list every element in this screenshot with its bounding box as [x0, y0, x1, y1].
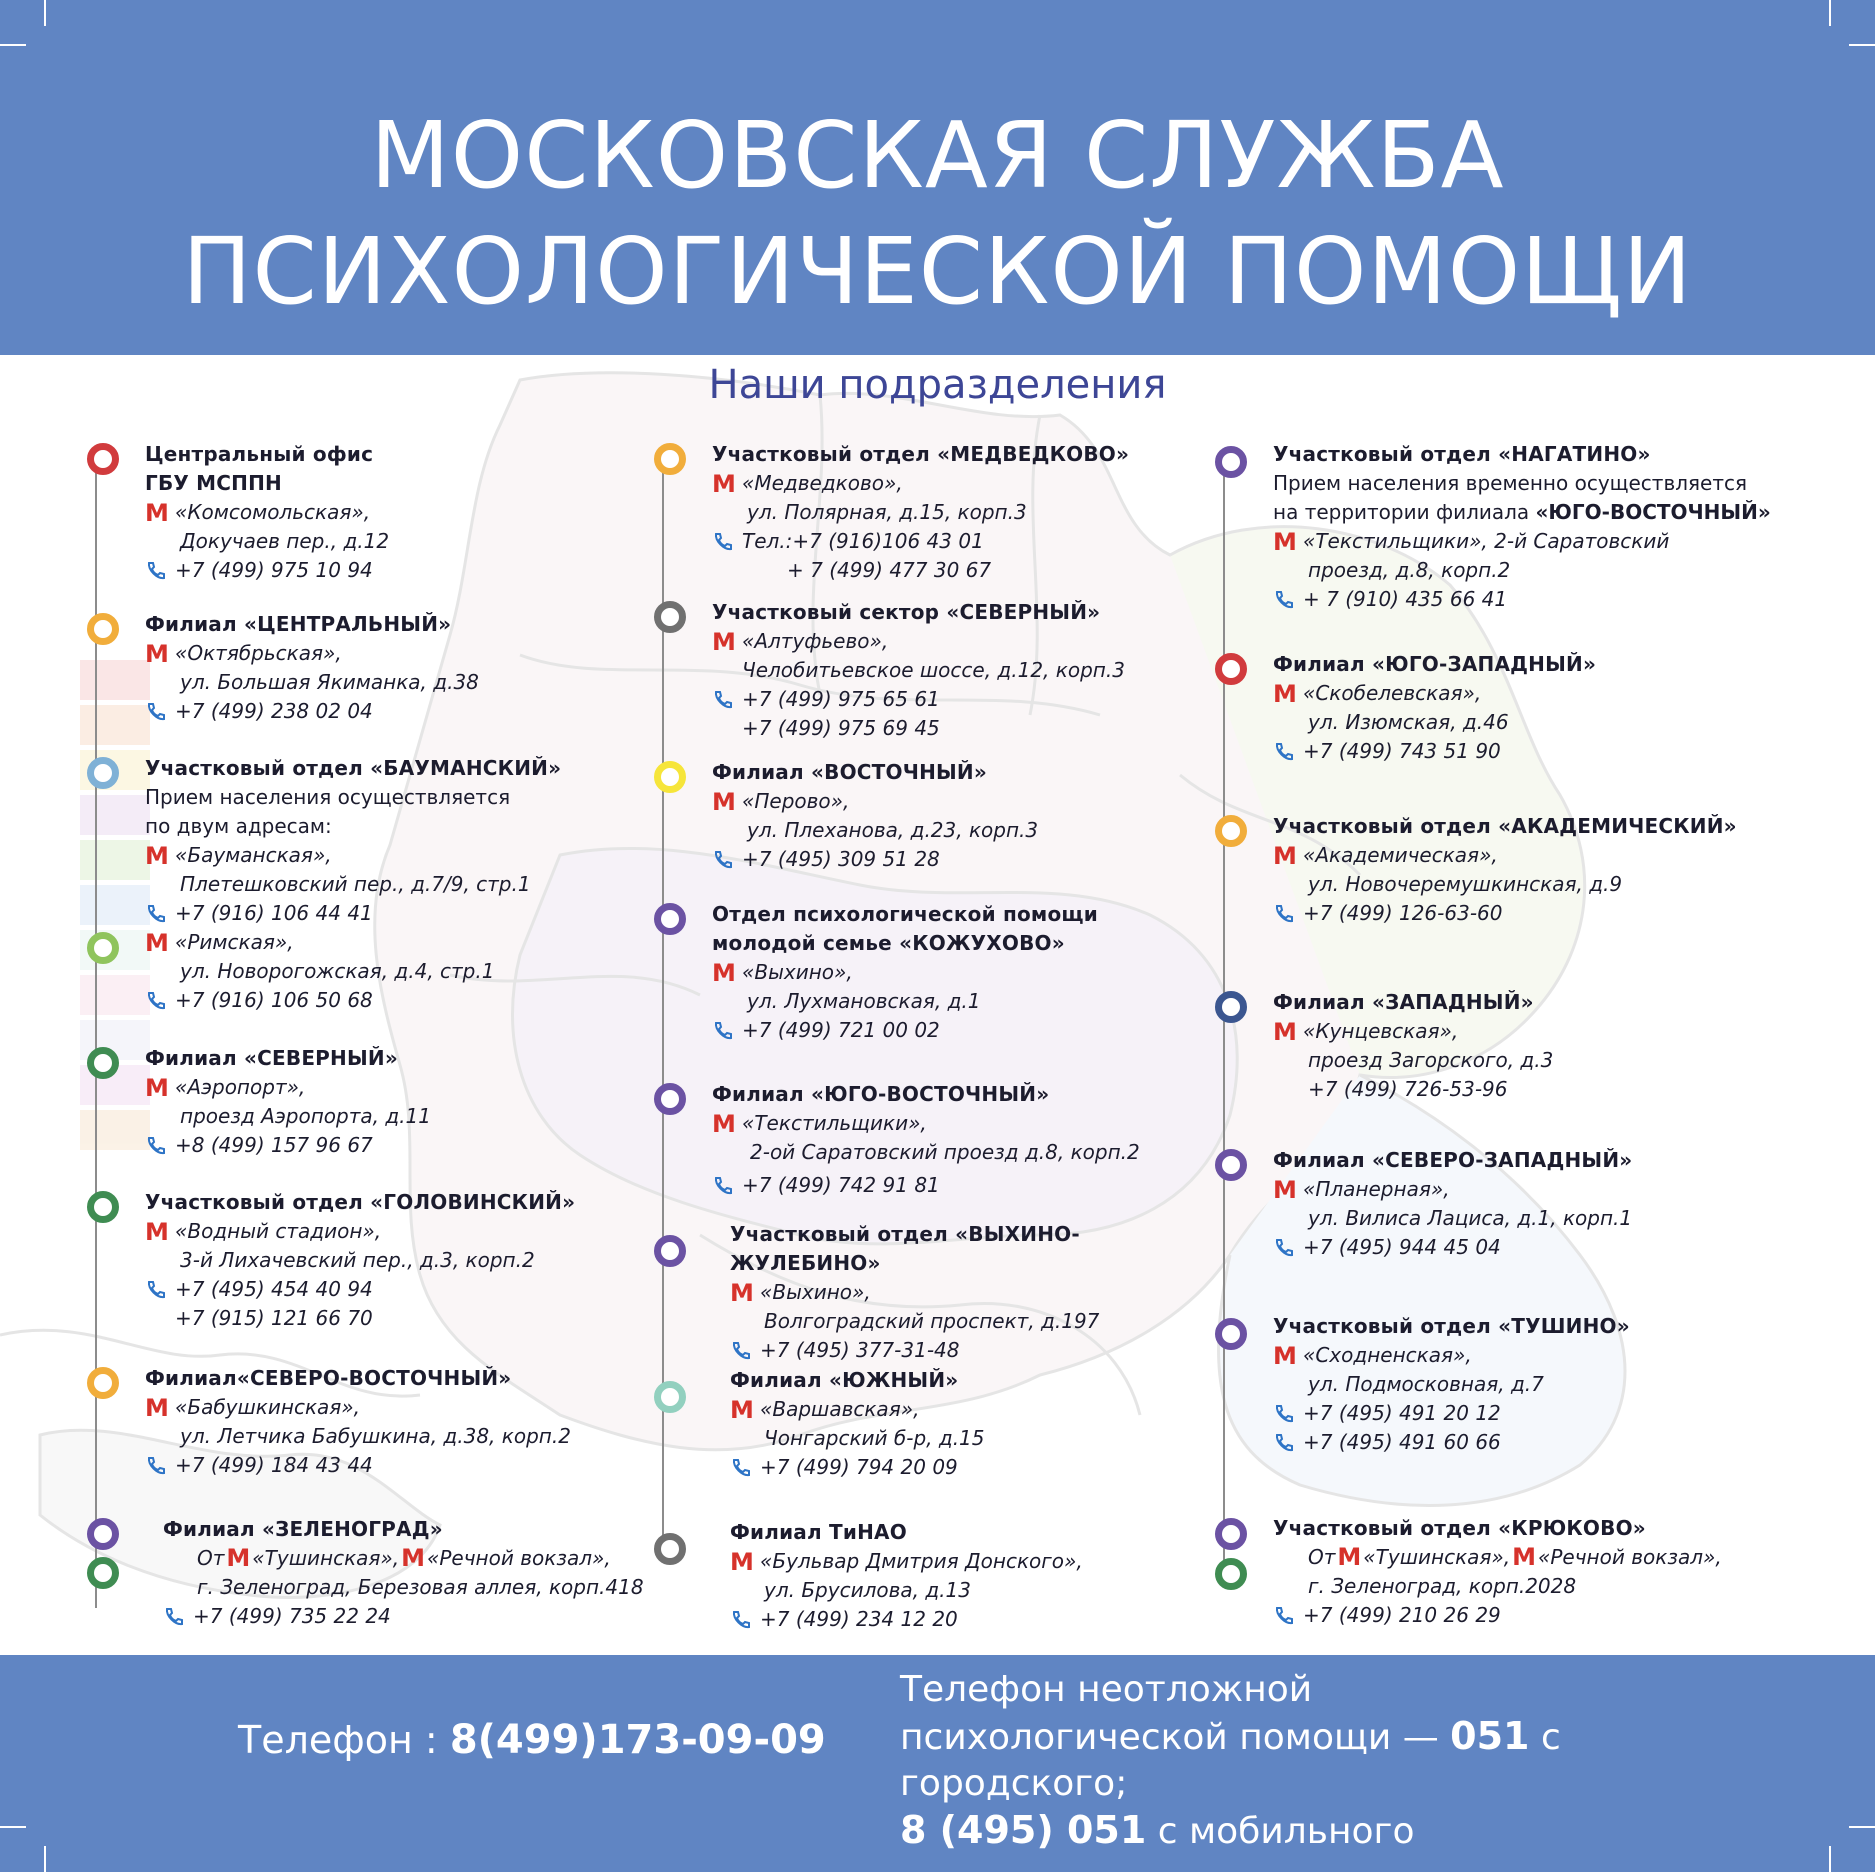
- address: ул. Летчика Бабушкина, д.38, корп.2: [180, 1424, 571, 1448]
- phone-number[interactable]: +7 (495) 454 40 94: [175, 1277, 373, 1301]
- metro-icon: M: [1273, 841, 1297, 870]
- address: проезд Загорского, д.3: [1308, 1048, 1554, 1072]
- address: ул. Подмосковная, д.7: [1308, 1372, 1544, 1396]
- phone-number[interactable]: +7 (495) 309 51 28: [742, 847, 940, 871]
- crop-mark: [1849, 44, 1875, 46]
- office-title: Филиал «ЮЖНЫЙ»: [730, 1368, 959, 1392]
- office-golovinsky: [95, 1188, 655, 1333]
- metro-row: [712, 627, 1222, 656]
- branch-dot-icon: [87, 757, 119, 789]
- address: ул. Новорогожская, д.4, стр.1: [180, 959, 495, 983]
- phone-icon: [145, 1135, 175, 1157]
- branch-dot-icon: [87, 932, 119, 964]
- metro-station: «Текстильщики», 2-й Саратовский: [1303, 529, 1670, 553]
- metro-row: [712, 469, 1222, 498]
- metro-row: [145, 841, 655, 870]
- metro-icon: M: [1512, 1543, 1537, 1571]
- phone-icon: [730, 1457, 760, 1479]
- office-title: Филиал «ЗЕЛЕНОГРАД»: [163, 1517, 443, 1541]
- metro-station: «Скобелевская»,: [1303, 681, 1482, 705]
- office-title: Участковый отдел «БАУМАНСКИЙ»: [145, 756, 562, 780]
- phone-row: [1273, 737, 1808, 766]
- metro-icon: M: [145, 498, 169, 527]
- metro-station: «Алтуфьево»,: [742, 629, 889, 653]
- phone-number[interactable]: +7 (499) 238 02 04: [175, 699, 373, 723]
- phone-number[interactable]: +7 (499) 210 26 29: [1303, 1603, 1501, 1627]
- phone-row: [1273, 1428, 1808, 1457]
- branch-dot-icon: [654, 443, 686, 475]
- phone-icon: [145, 1279, 175, 1301]
- office-severo-vostochny: [95, 1364, 655, 1480]
- metro-station: «Римская»,: [175, 930, 294, 954]
- phone-number[interactable]: + 7 (910) 435 66 41: [1303, 587, 1508, 611]
- phone-icon: [730, 1340, 760, 1362]
- metro-icon: M: [145, 1073, 169, 1102]
- metro-row: [145, 1073, 655, 1102]
- phone-row: [1273, 1399, 1808, 1428]
- phone-number[interactable]: +7 (495) 944 45 04: [1303, 1235, 1501, 1259]
- main-phone-label: Телефон :: [238, 1718, 450, 1762]
- phone-number[interactable]: +7 (495) 491 20 12: [1303, 1401, 1501, 1425]
- branch-dot-icon: [654, 1235, 686, 1267]
- phone-icon: [1273, 903, 1303, 925]
- metro-icon: M: [712, 1109, 736, 1138]
- metro-icon: M: [712, 958, 736, 987]
- metro-row: [730, 1547, 1222, 1576]
- phone-row: [730, 1453, 1222, 1482]
- metro-icon: M: [1273, 679, 1297, 708]
- phone-number[interactable]: + 7 (499) 477 30 67: [787, 558, 992, 582]
- phone-row: [145, 1131, 655, 1160]
- office-vykhino-zhulebino: [662, 1220, 1222, 1365]
- metro-station: «Перово»,: [742, 789, 850, 813]
- phone-row: [1273, 899, 1808, 928]
- phone-icon: [145, 990, 175, 1012]
- phone-icon: [145, 903, 175, 925]
- phone-number[interactable]: +7 (499) 794 20 09: [760, 1455, 958, 1479]
- office-title: Филиал «ЮГО-ВОСТОЧНЫЙ»: [712, 1082, 1050, 1106]
- phone-row: [145, 1275, 655, 1304]
- office-centralny: [95, 610, 655, 726]
- office-nagatino: [1223, 440, 1808, 614]
- phone-row: [730, 1605, 1222, 1634]
- office-title: Филиал «СЕВЕРНЫЙ»: [145, 1046, 398, 1070]
- phone-number[interactable]: +7 (499) 975 65 61: [742, 687, 940, 711]
- hotline-line2: [900, 1713, 1780, 1807]
- address: ул. Полярная, д.15, корп.3: [747, 500, 1027, 524]
- phone-number[interactable]: +7 (499) 184 43 44: [175, 1453, 373, 1477]
- phone-icon: [145, 1455, 175, 1477]
- page-title: [0, 98, 1875, 330]
- phone-number[interactable]: +7 (499) 721 00 02: [742, 1018, 940, 1042]
- office-central: [95, 440, 655, 585]
- phone-row: [1273, 585, 1808, 614]
- address: Плетешковский пер., д.7/9, стр.1: [180, 872, 531, 896]
- hotline-line3: [900, 1807, 1780, 1855]
- office-title: Участковый отдел «ТУШИНО»: [1273, 1314, 1630, 1338]
- section-subtitle: Наши подразделения: [708, 362, 1167, 408]
- metro-station: «Планерная»,: [1303, 1177, 1450, 1201]
- metro-station: «Аэропорт»,: [175, 1075, 306, 1099]
- office-note: по двум адресам:: [145, 814, 332, 838]
- phone-number[interactable]: +7 (915) 121 66 70: [175, 1306, 373, 1330]
- phone-icon: [1273, 589, 1303, 611]
- office-note-prefix: на территории филиала: [1273, 500, 1536, 524]
- phone-number[interactable]: +7 (495) 377-31-48: [760, 1338, 960, 1362]
- phone-number[interactable]: +7 (499) 975 69 45: [742, 716, 940, 740]
- phone-row: [163, 1602, 655, 1631]
- metro-row: [712, 787, 1222, 816]
- branch-dot-icon: [1215, 1318, 1247, 1350]
- office-severny-sector: [662, 598, 1222, 743]
- phone-row: [145, 899, 655, 928]
- phone-row: [145, 556, 655, 585]
- office-zapadny: [1223, 988, 1808, 1104]
- phone-number[interactable]: +7 (916) 106 44 41: [175, 901, 373, 925]
- branch-dot-icon: [1215, 991, 1247, 1023]
- office-note: Прием населения осуществляется: [145, 785, 511, 809]
- metro-row: [197, 1544, 655, 1573]
- phone-number[interactable]: +7 (499) 743 51 90: [1303, 739, 1501, 763]
- metro-row: [1273, 679, 1808, 708]
- crop-mark: [44, 0, 46, 26]
- branch-dot-icon: [87, 1191, 119, 1223]
- metro-icon: M: [730, 1547, 754, 1576]
- metro-station: «Октябрьская»,: [175, 641, 342, 665]
- phone-number[interactable]: +7 (499) 234 12 20: [760, 1607, 958, 1631]
- phone-number[interactable]: Тел.:+7 (916)106 43 01: [742, 529, 984, 553]
- office-title: Филиал «ЦЕНТРАЛЬНЫЙ»: [145, 612, 452, 636]
- address: проезд, д.8, корп.2: [1308, 558, 1511, 582]
- phone-row: [712, 685, 1222, 714]
- metro-station: «Бабушкинская»,: [175, 1395, 361, 1419]
- branch-dot-icon: [87, 1367, 119, 1399]
- office-kozhukhovo: [662, 900, 1222, 1045]
- metro-station: «Водный стадион»,: [175, 1219, 382, 1243]
- metro-row: [1273, 1341, 1808, 1370]
- metro-row: [1273, 1175, 1808, 1204]
- metro-station: «Речной вокзал»,: [1538, 1545, 1722, 1569]
- metro-station: «Кунцевская»,: [1303, 1019, 1459, 1043]
- metro-icon: M: [145, 928, 169, 957]
- phone-row: [712, 845, 1222, 874]
- hotline-mobile-number[interactable]: 8 (495) 051: [900, 1808, 1147, 1852]
- metro-icon: M: [1273, 1017, 1297, 1046]
- metro-row: [145, 1217, 655, 1246]
- crop-mark: [1829, 1846, 1831, 1872]
- office-yuzhny: [662, 1366, 1222, 1482]
- office-title: Участковый отдел «ВЫХИНО-ЖУЛЕБИНО»: [730, 1222, 1080, 1275]
- phone-number[interactable]: +7 (495) 491 60 66: [1303, 1430, 1501, 1454]
- office-yugo-vostochny: [662, 1080, 1222, 1200]
- phone-icon: [1273, 1403, 1303, 1425]
- phone-number[interactable]: +7 (499) 742 91 81: [742, 1173, 940, 1197]
- phone-icon: [145, 701, 175, 723]
- office-severo-zapadny: [1223, 1146, 1808, 1262]
- office-title: Филиал «СЕВЕРО-ЗАПАДНЫЙ»: [1273, 1148, 1633, 1172]
- crop-mark: [0, 44, 26, 46]
- metro-row: [145, 639, 655, 668]
- metro-icon: M: [1273, 1341, 1297, 1370]
- header-band: [0, 0, 1875, 355]
- metro-icon: M: [712, 627, 736, 656]
- crop-mark: [44, 1846, 46, 1872]
- office-title: Участковый сектор «СЕВЕРНЫЙ»: [712, 600, 1101, 624]
- phone-icon: [1273, 741, 1303, 763]
- office-kryukovo: [1223, 1514, 1808, 1630]
- metro-icon: M: [1337, 1543, 1362, 1571]
- address: 2-ой Саратовский проезд д.8, корп.2: [750, 1140, 1140, 1164]
- branch-dot-icon: [654, 1381, 686, 1413]
- phone-icon: [712, 531, 742, 553]
- metro-row: [712, 1109, 1222, 1138]
- branch-dot-icon: [654, 1083, 686, 1115]
- metro-icon: M: [145, 841, 169, 870]
- phone-row: [145, 1451, 655, 1480]
- office-tinao: [662, 1518, 1222, 1634]
- metro-station: «Выхино»,: [760, 1280, 871, 1304]
- metro-station: «Медведково»,: [742, 471, 903, 495]
- phone-icon: [730, 1609, 760, 1631]
- address: г. Зеленоград, Березовая аллея, корп.418: [197, 1575, 644, 1599]
- address: Докучаев пер., д.12: [180, 529, 390, 553]
- metro-station: «Выхино»,: [742, 960, 853, 984]
- branch-dot-icon: [87, 1518, 119, 1550]
- metro-row: [712, 958, 1222, 987]
- address: Волгоградский проспект, д.197: [764, 1309, 1100, 1333]
- phone-row: [712, 1171, 1222, 1200]
- page-title-line1: МОСКОВСКАЯ СЛУЖБА: [370, 102, 1505, 209]
- metro-icon: M: [226, 1544, 251, 1572]
- office-tushino: [1223, 1312, 1808, 1457]
- address: Челобитьевское шоссе, д.12, корп.3: [742, 658, 1125, 682]
- branch-dot-icon: [654, 761, 686, 793]
- address: ул. Брусилова, д.13: [764, 1578, 971, 1602]
- from-label: От: [1308, 1545, 1336, 1569]
- branch-dot-icon: [87, 1557, 119, 1589]
- office-zelenograd: [95, 1515, 655, 1631]
- phone-row: [145, 697, 655, 726]
- metro-row: [145, 1393, 655, 1422]
- office-title: молодой семье «КОЖУХОВО»: [712, 931, 1065, 955]
- office-title: Отдел психологической помощи: [712, 902, 1098, 926]
- office-title: Участковый отдел «КРЮКОВО»: [1273, 1516, 1646, 1540]
- office-baumansky: [95, 754, 655, 1015]
- metro-icon: M: [401, 1544, 426, 1572]
- metro-icon: M: [145, 1217, 169, 1246]
- address: ул. Изюмская, д.46: [1308, 710, 1509, 734]
- metro-row: [730, 1395, 1222, 1424]
- office-title: Филиал «ВОСТОЧНЫЙ»: [712, 760, 987, 784]
- phone-icon: [1273, 1237, 1303, 1259]
- metro-row: [1308, 1543, 1808, 1572]
- crop-mark: [1829, 0, 1831, 26]
- hotline-line1: Телефон неотложной: [900, 1669, 1313, 1710]
- address: ул. Большая Якиманка, д.38: [180, 670, 479, 694]
- office-vostochny: [662, 758, 1222, 874]
- branch-dot-icon: [87, 1047, 119, 1079]
- address: ул. Лухмановская, д.1: [747, 989, 981, 1013]
- office-title: Центральный офис: [145, 442, 374, 466]
- phone-icon: [163, 1606, 193, 1628]
- metro-station: «Текстильщики»,: [742, 1111, 927, 1135]
- page-title-line2: ПСИХОЛОГИЧЕСКОЙ ПОМОЩИ: [182, 218, 1693, 325]
- phone-icon: [1273, 1432, 1303, 1454]
- metro-icon: M: [730, 1278, 754, 1307]
- phone-number[interactable]: +7 (499) 975 10 94: [175, 558, 373, 582]
- office-note-branch: «ЮГО-ВОСТОЧНЫЙ»: [1535, 500, 1771, 524]
- address: ул. Вилиса Лациса, д.1, корп.1: [1308, 1206, 1633, 1230]
- metro-icon: M: [1273, 1175, 1297, 1204]
- branch-dot-icon: [87, 443, 119, 475]
- metro-row: [730, 1278, 1222, 1307]
- phone-icon: [712, 689, 742, 711]
- metro-station: «Академическая»,: [1303, 843, 1498, 867]
- metro-station: «Бауманская»,: [175, 843, 332, 867]
- footer-band: [0, 1655, 1875, 1872]
- office-title: Филиал ТиНАО: [730, 1520, 907, 1544]
- branch-dot-icon: [654, 601, 686, 633]
- metro-station: «Сходненская»,: [1303, 1343, 1472, 1367]
- office-title: ГБУ МСППН: [145, 471, 282, 495]
- metro-station: «Бульвар Дмитрия Донского»,: [760, 1549, 1083, 1573]
- phone-number[interactable]: +7 (499) 126-63-60: [1303, 901, 1503, 925]
- phone-number[interactable]: +7 (916) 106 50 68: [175, 988, 373, 1012]
- metro-station: «Комсомольская»,: [175, 500, 371, 524]
- branch-dot-icon: [1215, 1518, 1247, 1550]
- branch-dot-icon: [1215, 1558, 1247, 1590]
- address: г. Зеленоград, корп.2028: [1308, 1574, 1577, 1598]
- metro-icon: M: [145, 639, 169, 668]
- phone-icon: [712, 849, 742, 871]
- hotline-city-number[interactable]: 051: [1450, 1714, 1530, 1758]
- address: ул. Плеханова, д.23, корп.3: [747, 818, 1039, 842]
- office-title: Участковый отдел «МЕДВЕДКОВО»: [712, 442, 1130, 466]
- metro-station: «Тушинская»,: [252, 1546, 400, 1570]
- office-akademichesky: [1223, 812, 1808, 928]
- metro-icon: M: [1273, 527, 1297, 556]
- phone-row: [712, 1016, 1222, 1045]
- branch-dot-icon: [1215, 653, 1247, 685]
- hotline-text: с городского;: [900, 1717, 1561, 1804]
- office-note: Прием населения временно осуществляется: [1273, 471, 1748, 495]
- office-note: [1273, 498, 1808, 527]
- phone-row: [1273, 1601, 1808, 1630]
- office-severny: [95, 1044, 655, 1160]
- crop-mark: [0, 1826, 26, 1828]
- main-phone: [238, 1715, 826, 1765]
- hotline-text: психологической помощи —: [900, 1717, 1451, 1758]
- phone-icon: [145, 560, 175, 582]
- metro-station: «Варшавская»,: [760, 1397, 920, 1421]
- metro-station: «Тушинская»,: [1363, 1545, 1511, 1569]
- phone-number[interactable]: +7 (499) 735 22 24: [193, 1604, 391, 1628]
- metro-icon: M: [712, 469, 736, 498]
- address: ул. Новочеремушкинская, д.9: [1308, 872, 1623, 896]
- metro-row: [145, 928, 655, 957]
- office-title: Филиал «ЗАПАДНЫЙ»: [1273, 990, 1534, 1014]
- branch-dot-icon: [654, 1533, 686, 1565]
- metro-row: [1273, 1017, 1808, 1046]
- phone-icon: [712, 1175, 742, 1197]
- main-phone-number[interactable]: 8(499)173-09-09: [449, 1717, 826, 1763]
- phone-row: [730, 1336, 1222, 1365]
- address: проезд Аэропорта, д.11: [180, 1104, 431, 1128]
- phone-icon: [712, 1020, 742, 1042]
- metro-row: [1273, 527, 1808, 556]
- hotline-text: с мобильного: [1146, 1811, 1415, 1852]
- address: 3-й Лихачевский пер., д.3, корп.2: [180, 1248, 535, 1272]
- office-title: Филиал«СЕВЕРО-ВОСТОЧНЫЙ»: [145, 1366, 512, 1390]
- phone-number[interactable]: +8 (499) 157 96 67: [175, 1133, 373, 1157]
- office-title: Участковый отдел «ГОЛОВИНСКИЙ»: [145, 1190, 576, 1214]
- office-title: Филиал «ЮГО-ЗАПАДНЫЙ»: [1273, 652, 1597, 676]
- office-title: Участковый отдел «НАГАТИНО»: [1273, 442, 1651, 466]
- crop-mark: [1849, 1826, 1875, 1828]
- from-label: От: [197, 1546, 225, 1570]
- metro-icon: M: [712, 787, 736, 816]
- office-yugo-zapadny: [1223, 650, 1808, 766]
- metro-icon: M: [730, 1395, 754, 1424]
- address: Чонгарский б-р, д.15: [764, 1426, 985, 1450]
- branch-dot-icon: [1215, 1149, 1247, 1181]
- phone-number[interactable]: +7 (499) 726-53-96: [1308, 1077, 1508, 1101]
- phone-row: [712, 527, 1222, 556]
- metro-icon: M: [145, 1393, 169, 1422]
- metro-row: [1273, 841, 1808, 870]
- office-medvedkovo: [662, 440, 1222, 585]
- hotline-block: [900, 1667, 1780, 1855]
- office-title: Участковый отдел «АКАДЕМИЧЕСКИЙ»: [1273, 814, 1737, 838]
- metro-station: «Речной вокзал»,: [427, 1546, 611, 1570]
- branch-dot-icon: [1215, 815, 1247, 847]
- phone-icon: [1273, 1605, 1303, 1627]
- phone-row: [145, 986, 655, 1015]
- branch-dot-icon: [87, 613, 119, 645]
- branch-dot-icon: [654, 903, 686, 935]
- branch-dot-icon: [1215, 446, 1247, 478]
- phone-row: [1273, 1233, 1808, 1262]
- metro-row: [145, 498, 655, 527]
